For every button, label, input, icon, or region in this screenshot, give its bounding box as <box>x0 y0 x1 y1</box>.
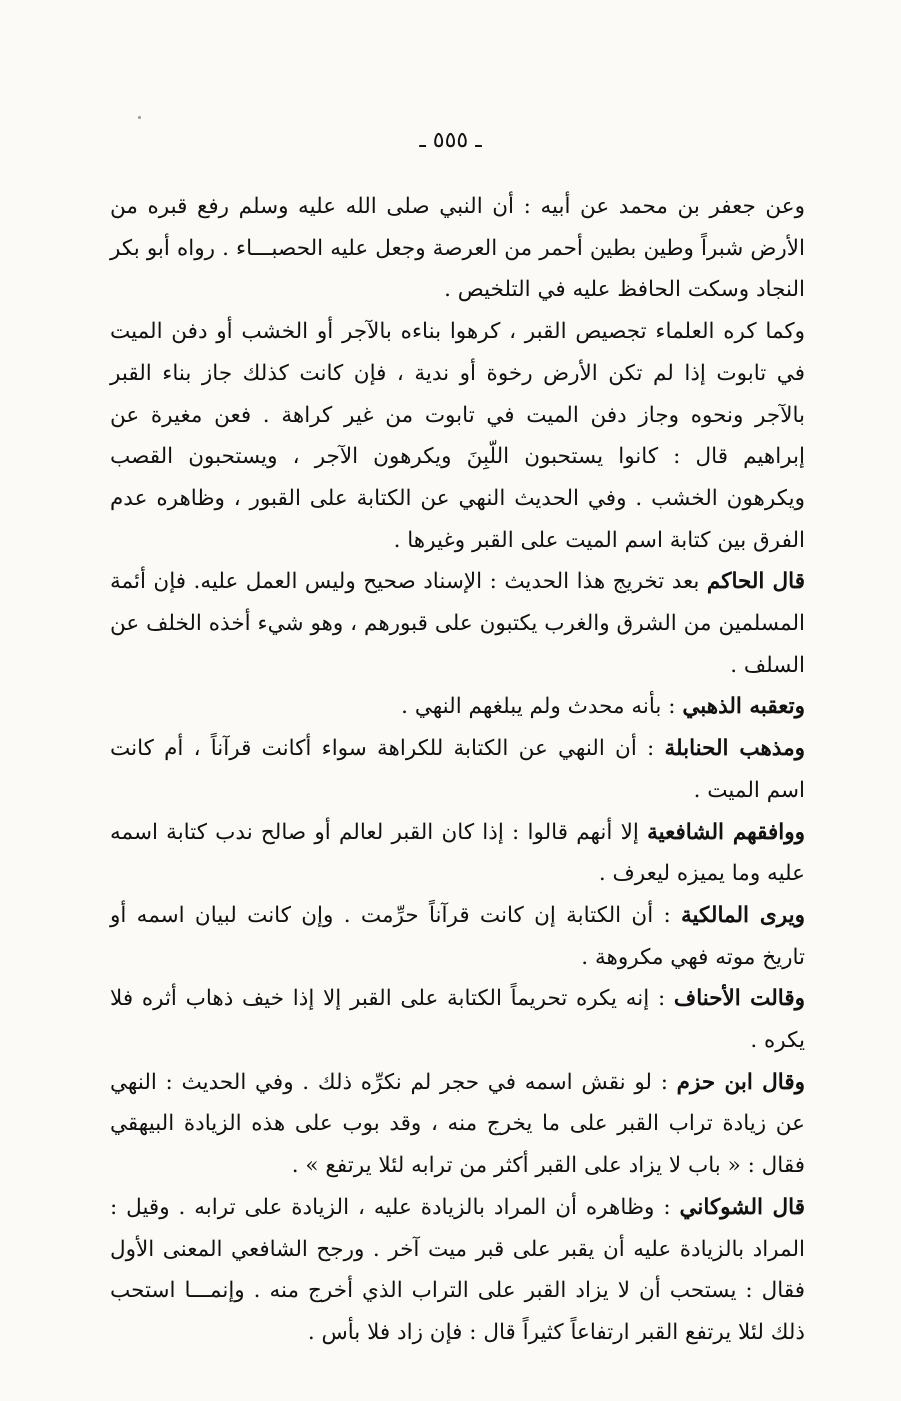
paragraph-8 <box>110 978 805 1061</box>
paragraph-lead: قال الشوكاني <box>679 1194 806 1220</box>
paragraph-1 <box>110 186 805 311</box>
paragraph-4 <box>110 686 805 728</box>
page-number: ـ ٥٥٥ ـ <box>419 128 482 153</box>
paragraph-text: وعن جعفر بن محمد عن أبيه : أن النبي صلى الله عليه وسلم رفع قبره من الأرض شبراً وطين بطين أحمر من العرصة وجعل عليه الحصبـــاء . رواه أبو بكر النجاد وسكت الحافظ عليه في التلخيص . <box>110 194 805 303</box>
paragraph-6 <box>110 812 805 895</box>
paragraph-lead: ومذهب الحنابلة <box>664 736 805 762</box>
paragraph-5 <box>110 728 805 811</box>
paragraph-text: وكما كره العلماء تجصيص القبر ، كرهوا بناءه بالآجر أو الخشب أو دفن الميت في تابوت إذا لم تكن الأرض رخوة أو ندية ، فإن كانت كذلك جاز بناء القبر بالآجر ونحوه وجاز دفن الميت في تابوت من غير كراهة . فعن مغيرة عن إبراهيم قال : كانوا يستحبون اللّبِنَ ويكرهون الآجر ، ويستحبون القصب ويكرهون الخشب . وفي الحديث النهي عن الكتابة على القبور ، وظاهره عدم الفرق بين كتابة اسم الميت على القبر وغيرها . <box>110 319 805 553</box>
paper-speck <box>138 116 141 119</box>
paragraph-lead: قال الحاكم <box>706 569 805 595</box>
paragraph-lead: وتعقبه الذهبي <box>682 694 805 720</box>
paragraph-text: بعد تخريج هذا الحديث : الإسناد صحيح وليس العمل عليه. فإن أئمة المسلمين من الشرق والغرب يكتبون على قبورهم ، وهو شيء أخذه الخلف عن السلف . <box>110 569 805 678</box>
paragraph-text: : أن النهي عن الكتابة للكراهة سواء أكانت قرآناً ، أم كانت اسم الميت . <box>110 736 805 803</box>
body-text <box>110 186 805 1354</box>
paragraph-10 <box>110 1187 805 1354</box>
paragraph-3 <box>110 561 805 686</box>
paragraph-text: : لو نقش اسمه في حجر لم نكرِّه ذلك . وفي الحديث : النهي عن زيادة تراب القبر على ما يخرج منه ، وقد بوب على هذه الزيادة البيهقي فقال : « باب لا يزاد على القبر أكثر من ترابه لئلا يرتفع » . <box>110 1069 805 1179</box>
paragraph-text: : وظاهره أن المراد بالزيادة عليه ، الزيادة على ترابه . وقيل : المراد بالزيادة عليه أن يقبر على قبر ميت آخر . ورجح الشافعي المعنى الأول فقال : يستحب أن لا يزاد القبر على التراب الذي أخرج منه . وإنمـــا استحب ذلك لئلا يرتفع القبر ارتفاعاً كثيراً قال : فإن زاد فلا بأس . <box>110 1194 805 1345</box>
paragraph-lead: ويرى المالكية <box>681 902 805 928</box>
paragraph-7 <box>110 895 805 978</box>
paragraph-lead: ووافقهم الشافعية <box>647 819 805 845</box>
paragraph-9 <box>110 1062 805 1187</box>
paragraph-lead: وقالت الأحناف <box>673 986 805 1012</box>
paragraph-text: إلا أنهم قالوا : إذا كان القبر لعالم أو صالح ندب كتابة اسمه عليه وما يميزه ليعرف . <box>110 819 805 887</box>
paragraph-text: : إنه يكره تحريماً الكتابة على القبر إلا إذا خيف ذهاب أثره فلا يكره . <box>110 986 805 1054</box>
paragraph-2 <box>110 311 805 561</box>
paragraph-lead: وقال ابن حزم <box>676 1069 805 1095</box>
paragraph-text: : بأنه محدث ولم يبلغهم النهي . <box>401 694 683 720</box>
paragraph-text: : أن الكتابة إن كانت قرآناً حرِّمت . وإن كانت لبيان اسمه أو تاريخ موته فهي مكروهة . <box>110 902 805 970</box>
